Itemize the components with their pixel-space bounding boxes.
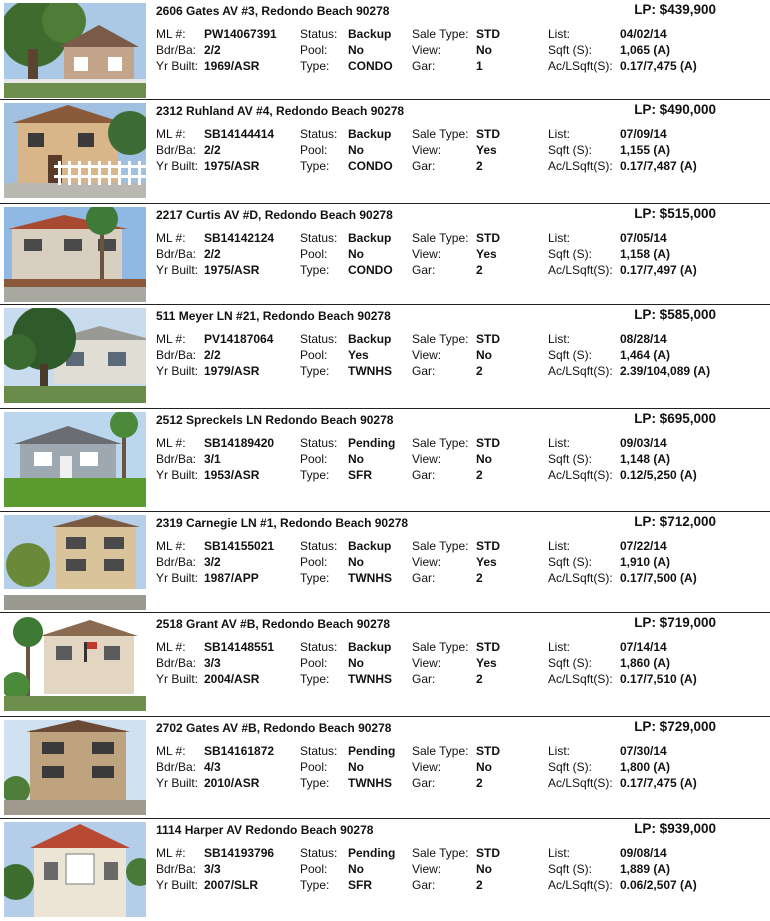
sqft-label: Sqft (S): <box>548 143 593 157</box>
sale-type-label: Sale Type: <box>412 27 469 41</box>
yr-built-value: 1975/ASR <box>204 263 260 277</box>
listing-row[interactable] <box>0 304 770 407</box>
townhouse-fence-icon[interactable] <box>4 103 146 198</box>
sqft-value: 1,155 (A) <box>620 143 671 157</box>
garage-label: Gar: <box>412 878 436 892</box>
listing-address[interactable]: 2319 Carnegie LN #1, Redondo Beach 90278 <box>156 516 409 530</box>
condo-palm-icon[interactable] <box>4 207 146 302</box>
garage-label: Gar: <box>412 59 436 73</box>
listing-address[interactable]: 2702 Gates AV #B, Redondo Beach 90278 <box>156 721 392 735</box>
list-date-label: List: <box>548 744 571 758</box>
listing-price: LP: $712,000 <box>634 514 716 529</box>
sqft-label: Sqft (S): <box>548 555 593 569</box>
list-date-value: 07/14/14 <box>620 640 667 654</box>
sale-type-label: Sale Type: <box>412 332 469 346</box>
view-value: No <box>476 43 492 57</box>
pool-label: Pool: <box>300 143 328 157</box>
type-value: TWNHS <box>348 672 392 686</box>
type-value: CONDO <box>348 263 393 277</box>
status-value: Backup <box>348 640 392 654</box>
bdrba-label: Bdr/Ba: <box>156 452 197 466</box>
type-label: Type: <box>300 468 330 482</box>
bdrba-value: 3/2 <box>204 555 221 569</box>
status-value: Pending <box>348 744 396 758</box>
bdrba-label: Bdr/Ba: <box>156 555 197 569</box>
listing-row[interactable] <box>0 612 770 715</box>
sqft-value: 1,065 (A) <box>620 43 671 57</box>
lot-size-value: 0.17/7,510 (A) <box>620 672 697 686</box>
list-date-value: 07/22/14 <box>620 539 667 553</box>
sqft-value: 1,910 (A) <box>620 555 671 569</box>
ml-number: SB14161872 <box>204 744 275 758</box>
ml-number: SB14144414 <box>204 127 275 141</box>
listing-address[interactable]: 2312 Ruhland AV #4, Redondo Beach 90278 <box>156 104 405 118</box>
listing-price: LP: $719,000 <box>634 615 716 630</box>
view-value: No <box>476 348 492 362</box>
view-value: No <box>476 452 492 466</box>
sale-type-label: Sale Type: <box>412 846 469 860</box>
view-label: View: <box>412 247 442 261</box>
sqft-value: 1,860 (A) <box>620 656 671 670</box>
pool-label: Pool: <box>300 760 328 774</box>
listing-price: LP: $695,000 <box>634 411 716 426</box>
bdrba-value: 3/1 <box>204 452 221 466</box>
lot-size-label: Ac/LSqft(S): <box>548 159 613 173</box>
type-label: Type: <box>300 776 330 790</box>
ml-label: ML #: <box>156 846 186 860</box>
type-label: Type: <box>300 672 330 686</box>
sale-type-value: STD <box>476 539 500 553</box>
type-label: Type: <box>300 878 330 892</box>
pool-label: Pool: <box>300 452 328 466</box>
list-date-value: 07/30/14 <box>620 744 667 758</box>
list-date-value: 07/05/14 <box>620 231 667 245</box>
bdrba-label: Bdr/Ba: <box>156 760 197 774</box>
bdrba-label: Bdr/Ba: <box>156 656 197 670</box>
status-label: Status: <box>300 539 338 553</box>
sqft-value: 1,464 (A) <box>620 348 671 362</box>
status-value: Backup <box>348 231 392 245</box>
sale-type-label: Sale Type: <box>412 231 469 245</box>
yr-built-value: 1979/ASR <box>204 364 260 378</box>
list-date-label: List: <box>548 127 571 141</box>
sale-type-value: STD <box>476 436 500 450</box>
status-label: Status: <box>300 640 338 654</box>
yr-built-label: Yr Built: <box>156 776 199 790</box>
listing-row[interactable] <box>0 0 770 103</box>
sale-type-label: Sale Type: <box>412 744 469 758</box>
sqft-label: Sqft (S): <box>548 656 593 670</box>
lot-size-value: 0.12/5,250 (A) <box>620 468 697 482</box>
bdrba-value: 2/2 <box>204 43 221 57</box>
sqft-label: Sqft (S): <box>548 247 593 261</box>
pool-label: Pool: <box>300 555 328 569</box>
yr-built-value: 1969/ASR <box>204 59 260 73</box>
yr-built-label: Yr Built: <box>156 159 199 173</box>
type-value: TWNHS <box>348 776 392 790</box>
sale-type-label: Sale Type: <box>412 640 469 654</box>
ml-label: ML #: <box>156 27 186 41</box>
list-date-label: List: <box>548 231 571 245</box>
yr-built-label: Yr Built: <box>156 364 199 378</box>
lot-size-value: 0.17/7,497 (A) <box>620 263 697 277</box>
lot-size-value: 0.17/7,500 (A) <box>620 571 697 585</box>
status-value: Backup <box>348 539 392 553</box>
list-date-value: 09/03/14 <box>620 436 667 450</box>
lot-size-value: 2.39/104,089 (A) <box>620 364 711 378</box>
listing-price: LP: $439,900 <box>634 2 716 17</box>
pool-label: Pool: <box>300 247 328 261</box>
listing-address[interactable]: 2512 Spreckels LN Redondo Beach 90278 <box>156 413 394 427</box>
list-date-value: 09/08/14 <box>620 846 667 860</box>
sqft-label: Sqft (S): <box>548 760 593 774</box>
sqft-label: Sqft (S): <box>548 348 593 362</box>
modern-townhouse-icon[interactable] <box>4 720 146 815</box>
status-label: Status: <box>300 436 338 450</box>
yr-built-label: Yr Built: <box>156 468 199 482</box>
listing-address[interactable]: 2217 Curtis AV #D, Redondo Beach 90278 <box>156 208 393 222</box>
ml-number: SB14155021 <box>204 539 275 553</box>
sqft-value: 1,148 (A) <box>620 452 671 466</box>
garage-value: 2 <box>476 263 483 277</box>
garage-value: 2 <box>476 159 483 173</box>
garage-label: Gar: <box>412 672 436 686</box>
lot-size-label: Ac/LSqft(S): <box>548 364 613 378</box>
listing-price: LP: $490,000 <box>634 102 716 117</box>
tall-townhouse-icon[interactable] <box>4 515 146 610</box>
lot-size-value: 0.06/2,507 (A) <box>620 878 697 892</box>
pool-label: Pool: <box>300 656 328 670</box>
status-label: Status: <box>300 27 338 41</box>
listing-row[interactable] <box>0 818 770 921</box>
lot-size-label: Ac/LSqft(S): <box>548 878 613 892</box>
status-value: Backup <box>348 332 392 346</box>
pool-value: No <box>348 43 364 57</box>
type-label: Type: <box>300 364 330 378</box>
sale-type-label: Sale Type: <box>412 539 469 553</box>
type-value: CONDO <box>348 159 393 173</box>
pool-value: No <box>348 452 364 466</box>
garage-value: 2 <box>476 571 483 585</box>
view-label: View: <box>412 43 442 57</box>
view-value: No <box>476 760 492 774</box>
garage-value: 2 <box>476 776 483 790</box>
status-label: Status: <box>300 231 338 245</box>
sqft-label: Sqft (S): <box>548 452 593 466</box>
garage-label: Gar: <box>412 364 436 378</box>
type-value: TWNHS <box>348 571 392 585</box>
garage-label: Gar: <box>412 776 436 790</box>
sale-type-value: STD <box>476 27 500 41</box>
view-label: View: <box>412 760 442 774</box>
bdrba-value: 2/2 <box>204 348 221 362</box>
status-value: Pending <box>348 436 396 450</box>
view-label: View: <box>412 452 442 466</box>
view-label: View: <box>412 348 442 362</box>
garage-value: 2 <box>476 878 483 892</box>
bdrba-label: Bdr/Ba: <box>156 143 197 157</box>
status-label: Status: <box>300 332 338 346</box>
yr-built-value: 2004/ASR <box>204 672 260 686</box>
status-value: Pending <box>348 846 396 860</box>
bungalow-lawn-icon[interactable] <box>4 412 146 507</box>
pool-value: No <box>348 862 364 876</box>
ml-number: PW14067391 <box>204 27 277 41</box>
list-date-value: 08/28/14 <box>620 332 667 346</box>
listing-price: LP: $585,000 <box>634 307 716 322</box>
bdrba-value: 3/3 <box>204 862 221 876</box>
garage-label: Gar: <box>412 263 436 277</box>
ml-label: ML #: <box>156 231 186 245</box>
listing-row[interactable] <box>0 511 770 614</box>
gable-house-icon[interactable] <box>4 822 146 917</box>
view-label: View: <box>412 555 442 569</box>
list-date-label: List: <box>548 436 571 450</box>
listing-price: LP: $515,000 <box>634 206 716 221</box>
yr-built-label: Yr Built: <box>156 672 199 686</box>
type-value: TWNHS <box>348 364 392 378</box>
list-date-label: List: <box>548 332 571 346</box>
view-value: Yes <box>476 656 497 670</box>
lot-size-label: Ac/LSqft(S): <box>548 672 613 686</box>
sale-type-value: STD <box>476 846 500 860</box>
listing-price: LP: $939,000 <box>634 821 716 836</box>
yr-built-label: Yr Built: <box>156 571 199 585</box>
garage-label: Gar: <box>412 159 436 173</box>
yr-built-label: Yr Built: <box>156 59 199 73</box>
ml-label: ML #: <box>156 332 186 346</box>
ml-label: ML #: <box>156 744 186 758</box>
lot-size-label: Ac/LSqft(S): <box>548 59 613 73</box>
garage-value: 2 <box>476 364 483 378</box>
type-label: Type: <box>300 571 330 585</box>
ml-number: SB14148551 <box>204 640 275 654</box>
list-date-label: List: <box>548 846 571 860</box>
tree-house-icon[interactable] <box>4 3 146 98</box>
lot-size-label: Ac/LSqft(S): <box>548 263 613 277</box>
bdrba-value: 3/3 <box>204 656 221 670</box>
sale-type-value: STD <box>476 744 500 758</box>
status-value: Backup <box>348 27 392 41</box>
type-label: Type: <box>300 263 330 277</box>
listing-address[interactable]: 1114 Harper AV Redondo Beach 90278 <box>156 823 374 837</box>
garage-value: 2 <box>476 468 483 482</box>
sqft-label: Sqft (S): <box>548 862 593 876</box>
pool-value: No <box>348 143 364 157</box>
ml-number: SB14189420 <box>204 436 275 450</box>
view-label: View: <box>412 656 442 670</box>
pool-value: Yes <box>348 348 369 362</box>
ml-number: SB14142124 <box>204 231 275 245</box>
sqft-value: 1,889 (A) <box>620 862 671 876</box>
type-value: SFR <box>348 468 372 482</box>
sale-type-value: STD <box>476 127 500 141</box>
view-value: No <box>476 862 492 876</box>
listing-address[interactable]: 2518 Grant AV #B, Redondo Beach 90278 <box>156 617 391 631</box>
status-label: Status: <box>300 846 338 860</box>
ml-label: ML #: <box>156 436 186 450</box>
ml-label: ML #: <box>156 127 186 141</box>
sale-type-label: Sale Type: <box>412 436 469 450</box>
listing-price: LP: $729,000 <box>634 719 716 734</box>
type-label: Type: <box>300 59 330 73</box>
view-value: Yes <box>476 555 497 569</box>
lot-size-value: 0.17/7,475 (A) <box>620 776 697 790</box>
yr-built-value: 2010/ASR <box>204 776 260 790</box>
sale-type-label: Sale Type: <box>412 127 469 141</box>
yr-built-label: Yr Built: <box>156 263 199 277</box>
list-date-label: List: <box>548 27 571 41</box>
lot-size-label: Ac/LSqft(S): <box>548 468 613 482</box>
listing-row[interactable] <box>0 203 770 306</box>
list-date-value: 04/02/14 <box>620 27 667 41</box>
listing-row[interactable] <box>0 99 770 202</box>
ml-number: SB14193796 <box>204 846 275 860</box>
bdrba-label: Bdr/Ba: <box>156 247 197 261</box>
view-value: Yes <box>476 247 497 261</box>
lot-size-value: 0.17/7,487 (A) <box>620 159 697 173</box>
townhouse-palms-icon[interactable] <box>4 616 146 711</box>
type-label: Type: <box>300 159 330 173</box>
bdrba-label: Bdr/Ba: <box>156 862 197 876</box>
garage-label: Gar: <box>412 468 436 482</box>
pool-value: No <box>348 555 364 569</box>
garage-value: 1 <box>476 59 483 73</box>
lot-size-label: Ac/LSqft(S): <box>548 776 613 790</box>
yr-built-value: 2007/SLR <box>204 878 259 892</box>
type-value: CONDO <box>348 59 393 73</box>
listing-address[interactable]: 2606 Gates AV #3, Redondo Beach 90278 <box>156 4 390 18</box>
pool-label: Pool: <box>300 43 328 57</box>
status-label: Status: <box>300 127 338 141</box>
list-date-label: List: <box>548 640 571 654</box>
listing-address[interactable]: 511 Meyer LN #21, Redondo Beach 90278 <box>156 309 391 323</box>
bdrba-value: 4/3 <box>204 760 221 774</box>
bdrba-label: Bdr/Ba: <box>156 43 197 57</box>
garage-label: Gar: <box>412 571 436 585</box>
pool-label: Pool: <box>300 862 328 876</box>
garage-value: 2 <box>476 672 483 686</box>
status-label: Status: <box>300 744 338 758</box>
pool-value: No <box>348 247 364 261</box>
yr-built-value: 1953/ASR <box>204 468 260 482</box>
type-value: SFR <box>348 878 372 892</box>
sale-type-value: STD <box>476 640 500 654</box>
list-date-label: List: <box>548 539 571 553</box>
yr-built-value: 1975/ASR <box>204 159 260 173</box>
pool-value: No <box>348 656 364 670</box>
pool-value: No <box>348 760 364 774</box>
view-label: View: <box>412 862 442 876</box>
sqft-value: 1,158 (A) <box>620 247 671 261</box>
view-value: Yes <box>476 143 497 157</box>
ml-label: ML #: <box>156 640 186 654</box>
sqft-value: 1,800 (A) <box>620 760 671 774</box>
bdrba-label: Bdr/Ba: <box>156 348 197 362</box>
bdrba-value: 2/2 <box>204 143 221 157</box>
view-label: View: <box>412 143 442 157</box>
ml-number: PV14187064 <box>204 332 274 346</box>
lot-size-value: 0.17/7,475 (A) <box>620 59 697 73</box>
yr-built-label: Yr Built: <box>156 878 199 892</box>
lot-size-label: Ac/LSqft(S): <box>548 571 613 585</box>
listing-row[interactable] <box>0 716 770 819</box>
pool-label: Pool: <box>300 348 328 362</box>
list-date-value: 07/09/14 <box>620 127 667 141</box>
yr-built-value: 1987/APP <box>204 571 259 585</box>
sale-type-value: STD <box>476 231 500 245</box>
sale-type-value: STD <box>476 332 500 346</box>
bdrba-value: 2/2 <box>204 247 221 261</box>
listing-row[interactable] <box>0 408 770 511</box>
tree-townhouse-icon[interactable] <box>4 308 146 403</box>
ml-label: ML #: <box>156 539 186 553</box>
sqft-label: Sqft (S): <box>548 43 593 57</box>
status-value: Backup <box>348 127 392 141</box>
